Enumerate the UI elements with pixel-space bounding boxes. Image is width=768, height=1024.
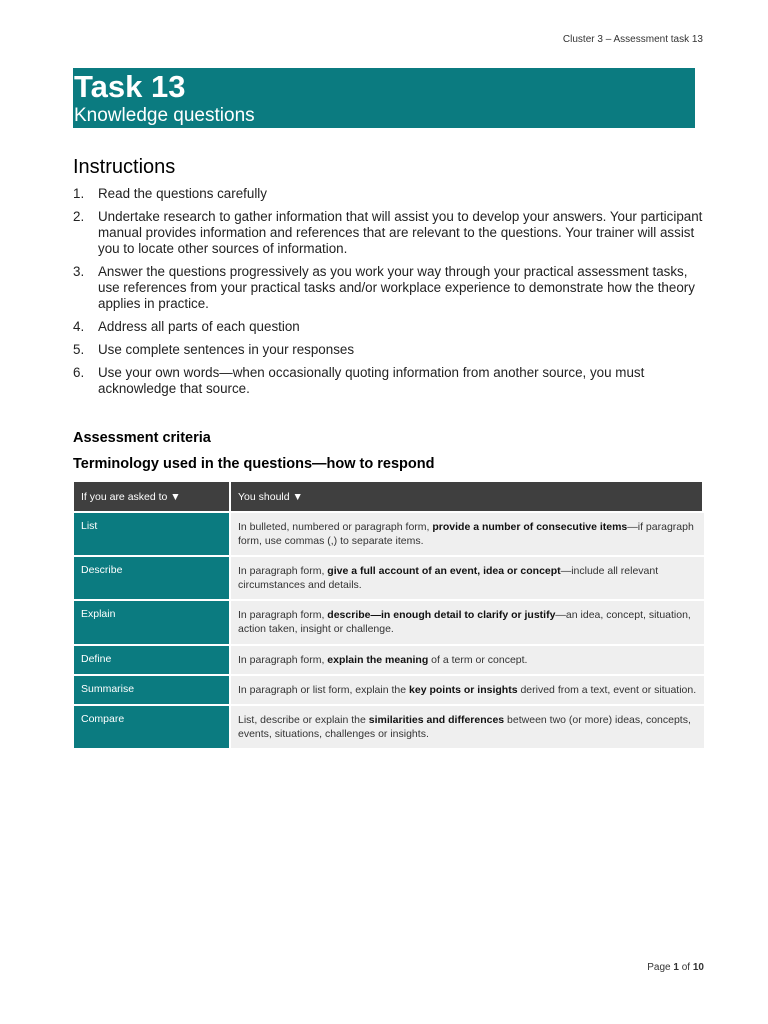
term-cell: Compare bbox=[74, 704, 231, 748]
task-title: Task 13 bbox=[74, 69, 186, 104]
task-banner bbox=[73, 68, 695, 128]
response-cell bbox=[231, 599, 704, 644]
column-header-should: You should ▼ bbox=[231, 482, 704, 511]
instruction-item bbox=[73, 209, 703, 257]
instruction-item bbox=[73, 264, 703, 312]
assessment-criteria-heading: Assessment criteria bbox=[73, 430, 211, 446]
terminology-heading: Terminology used in the questions—how to respond bbox=[73, 456, 435, 472]
instruction-text: Address all parts of each question bbox=[98, 319, 300, 334]
instruction-number: 1. bbox=[73, 186, 85, 201]
table-row bbox=[74, 599, 704, 644]
instruction-item bbox=[73, 342, 703, 358]
response-cell bbox=[231, 511, 704, 555]
response-text: —an idea, concept, situation, action taken, insight or challenge. bbox=[238, 609, 691, 635]
response-text: —include all relevant circumstances and details. bbox=[238, 565, 659, 591]
table-row bbox=[74, 704, 704, 748]
response-cell bbox=[231, 704, 704, 748]
table-row bbox=[74, 511, 704, 555]
response-key-phrase: explain the meaning bbox=[327, 654, 429, 666]
page-of-label: of bbox=[681, 962, 691, 973]
page-label: Page bbox=[647, 962, 671, 973]
task-subtitle: Knowledge questions bbox=[74, 105, 255, 126]
instruction-text: Use complete sentences in your responses bbox=[98, 342, 355, 357]
instruction-text: Read the questions carefully bbox=[98, 186, 267, 201]
instruction-item bbox=[73, 186, 703, 202]
page-footer bbox=[647, 962, 704, 973]
response-text: In paragraph or list form, explain the bbox=[238, 684, 410, 696]
instruction-number: 6. bbox=[73, 365, 85, 380]
instruction-number: 4. bbox=[73, 319, 85, 334]
response-text: of a term or concept. bbox=[428, 654, 528, 666]
instruction-item bbox=[73, 365, 703, 397]
response-cell bbox=[231, 674, 704, 704]
instruction-number: 3. bbox=[73, 264, 85, 279]
table-row bbox=[74, 555, 704, 599]
column-header-asked: If you are asked to ▼ bbox=[74, 482, 231, 511]
response-text: List, describe or explain the bbox=[238, 714, 369, 726]
response-key-phrase: similarities and differences bbox=[368, 714, 505, 726]
instruction-item bbox=[73, 319, 703, 335]
response-cell bbox=[231, 555, 704, 599]
table-row bbox=[74, 644, 704, 674]
response-text: In paragraph form, bbox=[238, 654, 328, 666]
term-cell: Explain bbox=[74, 599, 231, 644]
instruction-text: Undertake research to gather information that will assist you to develop your answers. Your participant manual provides information and references that are relevant to the questions. Your trainer will assist you to locate other sources of information. bbox=[98, 209, 703, 256]
response-text: derived from a text, event or situation. bbox=[517, 684, 697, 696]
term-cell: Describe bbox=[74, 555, 231, 599]
running-head: Cluster 3 – Assessment task 13 bbox=[562, 34, 703, 45]
response-key-phrase: describe—in enough detail to clarify or justify bbox=[327, 609, 556, 621]
response-text: —if paragraph form, use commas (,) to separate items. bbox=[238, 521, 694, 547]
instruction-number: 2. bbox=[73, 209, 85, 224]
response-key-phrase: key points or insights bbox=[409, 684, 518, 696]
response-cell bbox=[231, 644, 704, 674]
response-key-phrase: give a full account of an event, idea or concept bbox=[327, 565, 561, 577]
instruction-number: 5. bbox=[73, 342, 85, 357]
term-cell: Define bbox=[74, 644, 231, 674]
term-cell: List bbox=[74, 511, 231, 555]
instructions-heading: Instructions bbox=[73, 156, 176, 178]
table-row bbox=[74, 674, 704, 704]
term-cell: Summarise bbox=[74, 674, 231, 704]
page-current: 1 bbox=[673, 962, 679, 973]
page-total: 10 bbox=[692, 962, 704, 973]
response-key-phrase: provide a number of consecutive items bbox=[432, 521, 628, 533]
instruction-list bbox=[73, 186, 703, 404]
response-text: between two (or more) ideas, concepts, events, situations, challenges or insights. bbox=[238, 714, 691, 740]
response-text: In paragraph form, bbox=[238, 609, 328, 621]
terminology-table bbox=[74, 482, 704, 748]
instruction-text: Answer the questions progressively as you work your way through your practical assessment tasks, use references from your practical tasks and/or workplace experience to demonstrate how the theory applies in practice. bbox=[98, 264, 695, 311]
table-header-row bbox=[74, 482, 704, 511]
response-text: In bulleted, numbered or paragraph form, bbox=[238, 521, 433, 533]
instruction-text: Use your own words—when occasionally quoting information from another source, you must acknowledge that source. bbox=[98, 365, 645, 396]
response-text: In paragraph form, bbox=[238, 565, 328, 577]
